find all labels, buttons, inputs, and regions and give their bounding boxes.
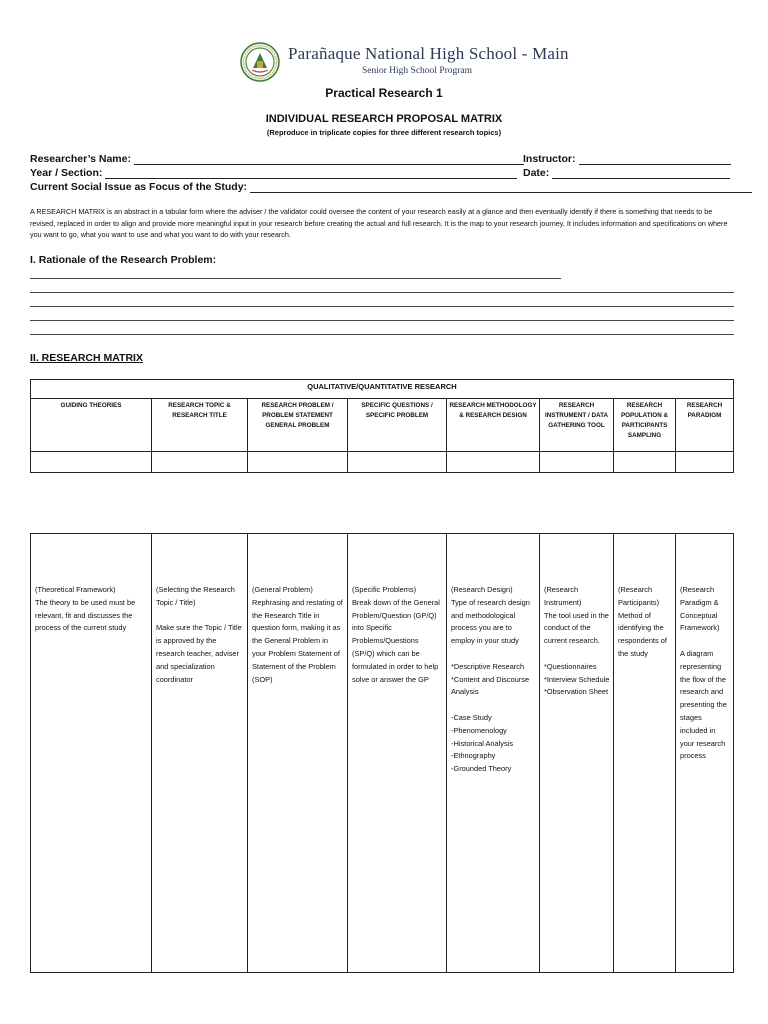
matrix-col-6 bbox=[540, 398, 614, 473]
instructor-field bbox=[523, 153, 731, 165]
instructor-label: Instructor: bbox=[523, 153, 576, 165]
guide-cell-research-instrument: (Research Instrument) The tool used in the conduct of the current research. *Questionnaires *Interview Schedule *Observation Sheet bbox=[540, 534, 614, 972]
matrix-header-research-topic: RESEARCH TOPIC & RESEARCH TITLE bbox=[168, 402, 231, 419]
matrix-col-1 bbox=[31, 398, 152, 473]
matrix-header-specific-questions: SPECIFIC QUESTIONS / SPECIFIC PROBLEM bbox=[361, 402, 433, 419]
matrix-guide-table bbox=[30, 533, 734, 973]
instructor-line[interactable] bbox=[579, 153, 731, 165]
matrix-col-5 bbox=[447, 398, 540, 473]
school-seal-icon bbox=[240, 42, 280, 82]
guide-cell-specific-problems: (Specific Problems) Break down of the General Problem/Question (GP/Q) into Specific Problems/Questions (SP/Q) which can be formulated in order to help solve or answer the GP bbox=[348, 534, 447, 972]
document-title: INDIVIDUAL RESEARCH PROPOSAL MATRIX bbox=[265, 113, 503, 125]
program-name: Senior High School Program bbox=[362, 66, 473, 76]
research-matrix-heading: II. RESEARCH MATRIX bbox=[30, 352, 143, 364]
matrix-table-title: QUALITATIVE/QUANTITATIVE RESEARCH bbox=[31, 380, 733, 399]
matrix-col-4 bbox=[348, 398, 447, 473]
date-label: Date: bbox=[523, 167, 550, 179]
rationale-line-5[interactable] bbox=[30, 334, 734, 335]
guide-cell-general-problem: (General Problem) Rephrasing and restating of the Research Title in question form, making it as the General Problem in your Problem Statement of Statement of the Problem (SOP) bbox=[248, 534, 348, 972]
matrix-col-3 bbox=[248, 398, 348, 473]
guide-cell-research-design: (Research Design) Type of research design and methodological process you are to employ in your study *Descriptive Research *Content and Discourse Analysis -Case Study -Phenomenology -Historical Analysis -Ethnography -Grounded Theory bbox=[447, 534, 540, 972]
rationale-line-4[interactable] bbox=[30, 320, 734, 321]
rationale-line-2[interactable] bbox=[30, 292, 734, 293]
rationale-line-1[interactable] bbox=[30, 278, 561, 279]
matrix-col-7 bbox=[614, 398, 676, 473]
matrix-entry-row[interactable] bbox=[31, 451, 733, 452]
date-line[interactable] bbox=[552, 167, 730, 179]
matrix-header-research-problem: RESEARCH PROBLEM / PROBLEM STATEMENT GENERAL PROBLEM bbox=[261, 402, 334, 429]
social-issue-label: Current Social Issue as Focus of the Study: bbox=[30, 181, 248, 193]
matrix-header-methodology: RESEARCH METHODOLOGY & RESEARCH DESIGN bbox=[449, 402, 537, 419]
matrix-col-8 bbox=[676, 398, 733, 473]
school-name: Parañaque National High School - Main bbox=[288, 44, 569, 63]
researcher-name-line[interactable] bbox=[134, 153, 524, 165]
guide-cell-theoretical-framework: (Theoretical Framework) The theory to be used must be relevant, fit and discusses the process of the current study bbox=[31, 534, 152, 972]
matrix-col-2 bbox=[152, 398, 248, 473]
year-section-field bbox=[30, 167, 517, 179]
social-issue-line[interactable] bbox=[250, 181, 752, 193]
researcher-name-label: Researcher’s Name: bbox=[30, 153, 131, 165]
rationale-line-3[interactable] bbox=[30, 306, 734, 307]
date-field bbox=[523, 167, 730, 179]
matrix-header-guiding-theories: GUIDING THEORIES bbox=[60, 402, 122, 409]
guide-cell-research-paradigm: (Research Paradigm & Conceptual Framework) A diagram representing the flow of the research and presenting the stages included in your research process bbox=[680, 585, 727, 761]
matrix-header-population: RESEARCH POPULATION & PARTICIPANTS SAMPLING bbox=[620, 402, 669, 439]
year-section-line[interactable] bbox=[105, 167, 517, 179]
researcher-name-field bbox=[30, 153, 524, 165]
guide-cell-research-participants: (Research Participants) Method of identifying the respondents of the study bbox=[614, 534, 676, 972]
social-issue-field bbox=[30, 181, 752, 193]
matrix-header-instrument: RESEARCH INSTRUMENT / DATA GATHERING TOOL bbox=[544, 402, 609, 429]
guide-cell-research-topic: (Selecting the Research Topic / Title) Make sure the Topic / Title is approved by the research teacher, adviser and specialization coordinator bbox=[152, 534, 248, 972]
subject-title: Practical Research 1 bbox=[325, 86, 443, 100]
rationale-heading: I. Rationale of the Research Problem: bbox=[30, 254, 217, 266]
year-section-label: Year / Section: bbox=[30, 167, 103, 179]
matrix-header-paradigm: RESEARCH PARADIGM bbox=[686, 402, 723, 419]
document-subtitle: (Reproduce in triplicate copies for three different research topics) bbox=[266, 128, 502, 137]
research-matrix-table bbox=[30, 379, 734, 473]
intro-paragraph: A RESEARCH MATRIX is an abstract in a tabular form where the adviser / the validator could oversee the content of your research easily at a glance and then eventually identify if there is something that needs to be revised, replaced in order to align and provide more meaningful input in your research before creating the actual and full research. It is the map to your research journey. It includes information and specifications on where you want to go, what you want to use and what you want to do with your research. bbox=[30, 207, 728, 239]
